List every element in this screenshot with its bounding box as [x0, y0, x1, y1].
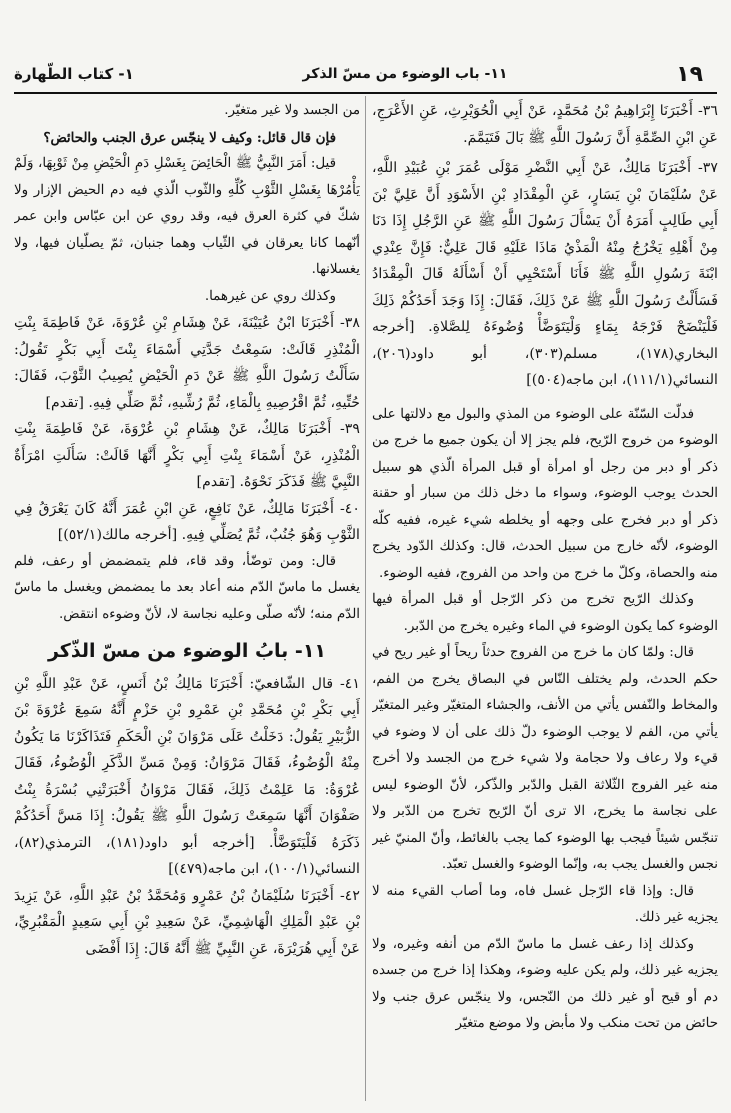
chapter-heading: ١١- بابُ الوضوء من مسّ الذّكر — [47, 640, 327, 662]
paragraph: وكذلك إذا رعف غسل ما ماسّ الدّم من أنفه وغيره، ولا يجزيه غير ذلك، ولم يكن عليه وضوء، وهكذا إذا خرج من جسده دم أو قيح أو غير ذلك من النّجس، ولا ينجّس عرق جنب ولا حائض من تحت منكب ولا مأبض ولا موضع متغيّر — [372, 936, 718, 1031]
hadith-42: ٤٢- أَخْبَرَنَا سُلَيْمَانُ بْنُ عَمْرٍو وَمُحَمَّدُ بْنُ عَبْدِ اللَّهِ، عَنْ يَزِيدَ بْنِ عَبْدِ الْمَلِكِ الْهَاشِمِيِّ، عَنْ سَعِيدِ بْنِ أَبِي سَعِيدٍ الْمَقْبُرِيِّ، عَنْ أَبِي هُرَيْرَةَ، عَنِ النَّبِيِّ ﷺ أَنَّهُ قَالَ: إِذَا أَفْضَى — [14, 887, 360, 957]
left-column — [14, 98, 360, 1103]
hadith-38: ٣٨- أَخْبَرَنَا ابْنُ عُيَيْنَةَ، عَنْ هِشَامِ بْنِ عُرْوَةَ، عَنْ فَاطِمَةَ بِنْتِ الْمُنْذِرِ قَالَتْ: سَمِعْتُ جَدَّتِي أَسْمَاءَ بِنْتَ أَبِي بَكْرٍ تَقُولُ: سَأَلْتُ رَسُولَ اللَّهِ ﷺ عَنْ دَمِ الْحَيْضِ يُصِيبُ الثَّوْبَ، فَقَالَ: حُتِّيهِ، ثُمَّ اقْرُصِيهِ بِالْمَاءِ، ثُمَّ رُشِّيهِ، ثُمَّ صَلِّي فِيهِ. [تقدم] — [14, 315, 360, 411]
paragraph: قال: وإذا قاء الرّجل غسل فاه، وما أصاب القيء منه لا يجزيه غير ذلك. — [372, 883, 718, 925]
hadith-39: ٣٩- أَخْبَرَنَا مَالِكٌ، عَنْ هِشَامِ بْنِ عُرْوَةَ، عَنْ فَاطِمَةَ بِنْتِ الْمُنْذِرِ، عَنْ أَسْمَاءَ بِنْتِ أَبِي بَكْرٍ أَنَّهَا قَالَتْ: سَأَلَتِ امْرَأَةٌ النَّبِيَّ ﷺ فَذَكَرَ نَحْوَهُ. [تقدم] — [14, 421, 360, 490]
hadith-36: ٣٦- أَخْبَرَنَا إِبْرَاهِيمُ بْنُ مُحَمَّدٍ، عَنْ أَبِي الْحُوَيْرِثِ، عَنِ الأَعْرَجِ، عَنِ ابْنِ الصِّمَّةِ أَنَّ رَسُولَ اللَّهِ ﷺ بَالَ فَتَيَمَّمَ. — [372, 103, 718, 146]
page-number: ١٩ — [676, 61, 703, 87]
hadith-41: ٤١- قال الشّافعيّ: أَخْبَرَنَا مَالِكُ بْنُ أَنَسٍ، عَنْ عَبْدِ اللَّهِ بْنِ أَبِي بَكْرِ بْنِ مُحَمَّدِ بْنِ عَمْرِو بْنِ حَزْمٍ أَنَّهُ سَمِعَ عُرْوَةَ بْنَ الزُّبَيْرِ يَقُولُ: دَخَلْتُ عَلَى مَرْوَانَ بْنِ الْحَكَمِ فَتَذَاكَرْنَا مَا يَكُونُ مِنْهُ الْوُضُوءُ، فَقَالَ مَرْوَانُ: وَمِنْ مَسِّ الذَّكَرِ الْوُضُوءُ، فَقَالَ عُرْوَةُ: مَا عَلِمْتُ ذَلِكَ، فَقَالَ مَرْوَانُ أَخْبَرَتْنِي بُسْرَةُ بِنْتُ صَفْوَانَ أَنَّهَا سَمِعَتْ رَسُولَ اللَّهِ ﷺ يَقُولُ: إِذَا مَسَّ أَحَدُكُمْ ذَكَرَهُ فَلْيَتَوَضَّأْ. [أخرجه أبو داود(١٨١)، الترمذي(٨٢)، النسائي(١٠٠/١)، ابن ماجه(٤٧٩)] — [14, 675, 360, 877]
paragraph: وكذلك الرّيح تخرج من ذكر الرّجل أو قبل المرأة فيها الوضوء كما يكون الوضوء في الماء وغيره يخرج من الدّبر. — [372, 592, 718, 634]
question: فإن قال قائل: وكيف لا ينجّس عرق الجنب والحائض؟ — [43, 129, 336, 146]
paragraph: قال: ومن توضّأ، وقد قاء، فلم يتمضمض أو رعف، فلم يغسل ما ماسّ الدّم منه أعاد بعد ما يمضمض ويغسل ما ماسّ الدّم منه؛ لأنّه صلّى وعليه نجاسة لا، لأنّ وضوءه انتقض. — [14, 553, 360, 622]
paragraph: قيل: أَمَرَ النَّبِيُّ ﷺ الْحَائِضَ بِغَسْلِ دَمِ الْحَيْضِ مِنْ ثَوْبِهَا، وَلَمْ يَأْمُرْهَا بِغَسْلِ الثَّوْبِ كُلِّهِ والثّوب الّذي فيه دم الحيض الإزار ولا شكّ في كثرة العرق فيه، وقد روي عن ابن عبّاس وابن عمر أنّهما كانا يعرقان في الثّياب وهما جنبان، ثمّ يصلّيان فيها، ولا يغسلانها. — [14, 156, 360, 277]
paragraph: قال: ولمّا كان ما خرج من الفروج حدثاً ريحاً أو غير ريح في حكم الحدث، ولم يختلف النّاس في البصاق يخرج من الفم، والمخاط والنّفس يأتي من الأنف، والجشاء المتغيّر وغير المتغيّر يأتي من، الفم لا يوجب الوضوء دلّ ذلك على أن لا وضوء في قيء ولا رعاف ولا حجامة ولا شيء خرج من الجسد ولا أخرج منه غير الفروج الثّلاثة القبل والدّبر والذّكر، لأنّ الوضوء ليس على نجاسة ما يخرج، الا ترى أنّ الرّيح تخرج من الدّبر ولا تنجّس شيئاً فيجب بها الوضوء كما يجب بالغائط، وأنّ المنيّ غير نجس والغسل يجب به، وإنّما الوضوء والغسل تعبّد. — [372, 645, 718, 872]
header-rule — [14, 92, 717, 94]
chapter-title: ١١- باب الوضوء من مسّ الذكر — [302, 66, 508, 82]
paragraph: وكذلك روي عن غيرهما. — [204, 288, 336, 304]
column-divider — [365, 96, 366, 1101]
book-title: ١- كتاب الطّهارة — [14, 65, 134, 83]
paragraph: من الجسد ولا غير متغيّر. — [224, 103, 360, 118]
right-column — [372, 98, 718, 1103]
hadith-37: ٣٧- أَخْبَرَنَا مَالِكٌ، عَنْ أَبِي النَّضْرِ مَوْلَى عُمَرَ بْنِ عُبَيْدِ اللَّهِ، عَنْ سُلَيْمَانَ بْنِ يَسَارٍ، عَنِ الْمِقْدَادِ بْنِ الأَسْوَدِ أَنَّ عَلِيَّ بْنَ أَبِي طَالِبٍ أَمَرَهُ أَنْ يَسْأَلَ رَسُولَ اللَّهِ ﷺ عَنِ الرَّجُلِ إِذَا دَنَا مِنْ أَهْلِهِ يَخْرُجُ مِنْهُ الْمَذْيُ مَاذَا عَلَيْهِ قَالَ عَلِيٌّ: فَإِنَّ عِنْدِي ابْنَةَ رَسُولِ اللَّهِ ﷺ فَأَنَا أَسْتَحْيِي أَنْ أَسْأَلَهُ قَالَ الْمِقْدَادُ فَسَأَلْتُ رَسُولَ اللَّهِ ﷺ عَنْ ذَلِكَ، فَقَالَ: إِذَا وَجَدَ أَحَدُكُمْ ذَلِكَ فَلْيَنْضَحْ فَرْجَهُ بِمَاءٍ وَلْيَتَوَضَّأْ وُضُوءَهُ لِلصَّلاةِ. [أخرجه البخاري(١٧٨)، مسلم(٣٠٣)، أبو داود(٢٠٦)، النسائي(١١١/١)، ابن ماجه(٥٠٤)] — [372, 160, 718, 388]
page-header — [14, 58, 717, 90]
paragraph: فدلّت السّنّة على الوضوء من المذي والبول مع دلالتها على الوضوء من خروج الرّيح، فلم يجز إلا أن يكون جميع ما خرج من ذكر أو دبر من رجل أو امرأة أو قبل المرأة الّذي هو سبيل الحدث يوجب الوضوء، وسواء ما دخل ذلك من سبار أو حقنة ذكر أو دبر فخرج على وجهه أو يخلطه شيء غيره، ففيه كلّه الوضوء، لأنّه خارج من سبيل الحدث، قال: وكذلك الدّود يخرج منه والحصاة، وكلّ ما خرج من واحد من الفروج، ففيه الوضوء. — [372, 406, 718, 581]
hadith-40: ٤٠- أَخْبَرَنَا مَالِكٌ، عَنْ نَافِعٍ، عَنِ ابْنِ عُمَرَ أَنَّهُ كَانَ يَعْرَقُ فِي الثَّوْبِ وَهُوَ جُنُبٌ، ثُمَّ يُصَلِّي فِيهِ. [أخرجه مالك(٥٢/١)] — [14, 500, 360, 543]
